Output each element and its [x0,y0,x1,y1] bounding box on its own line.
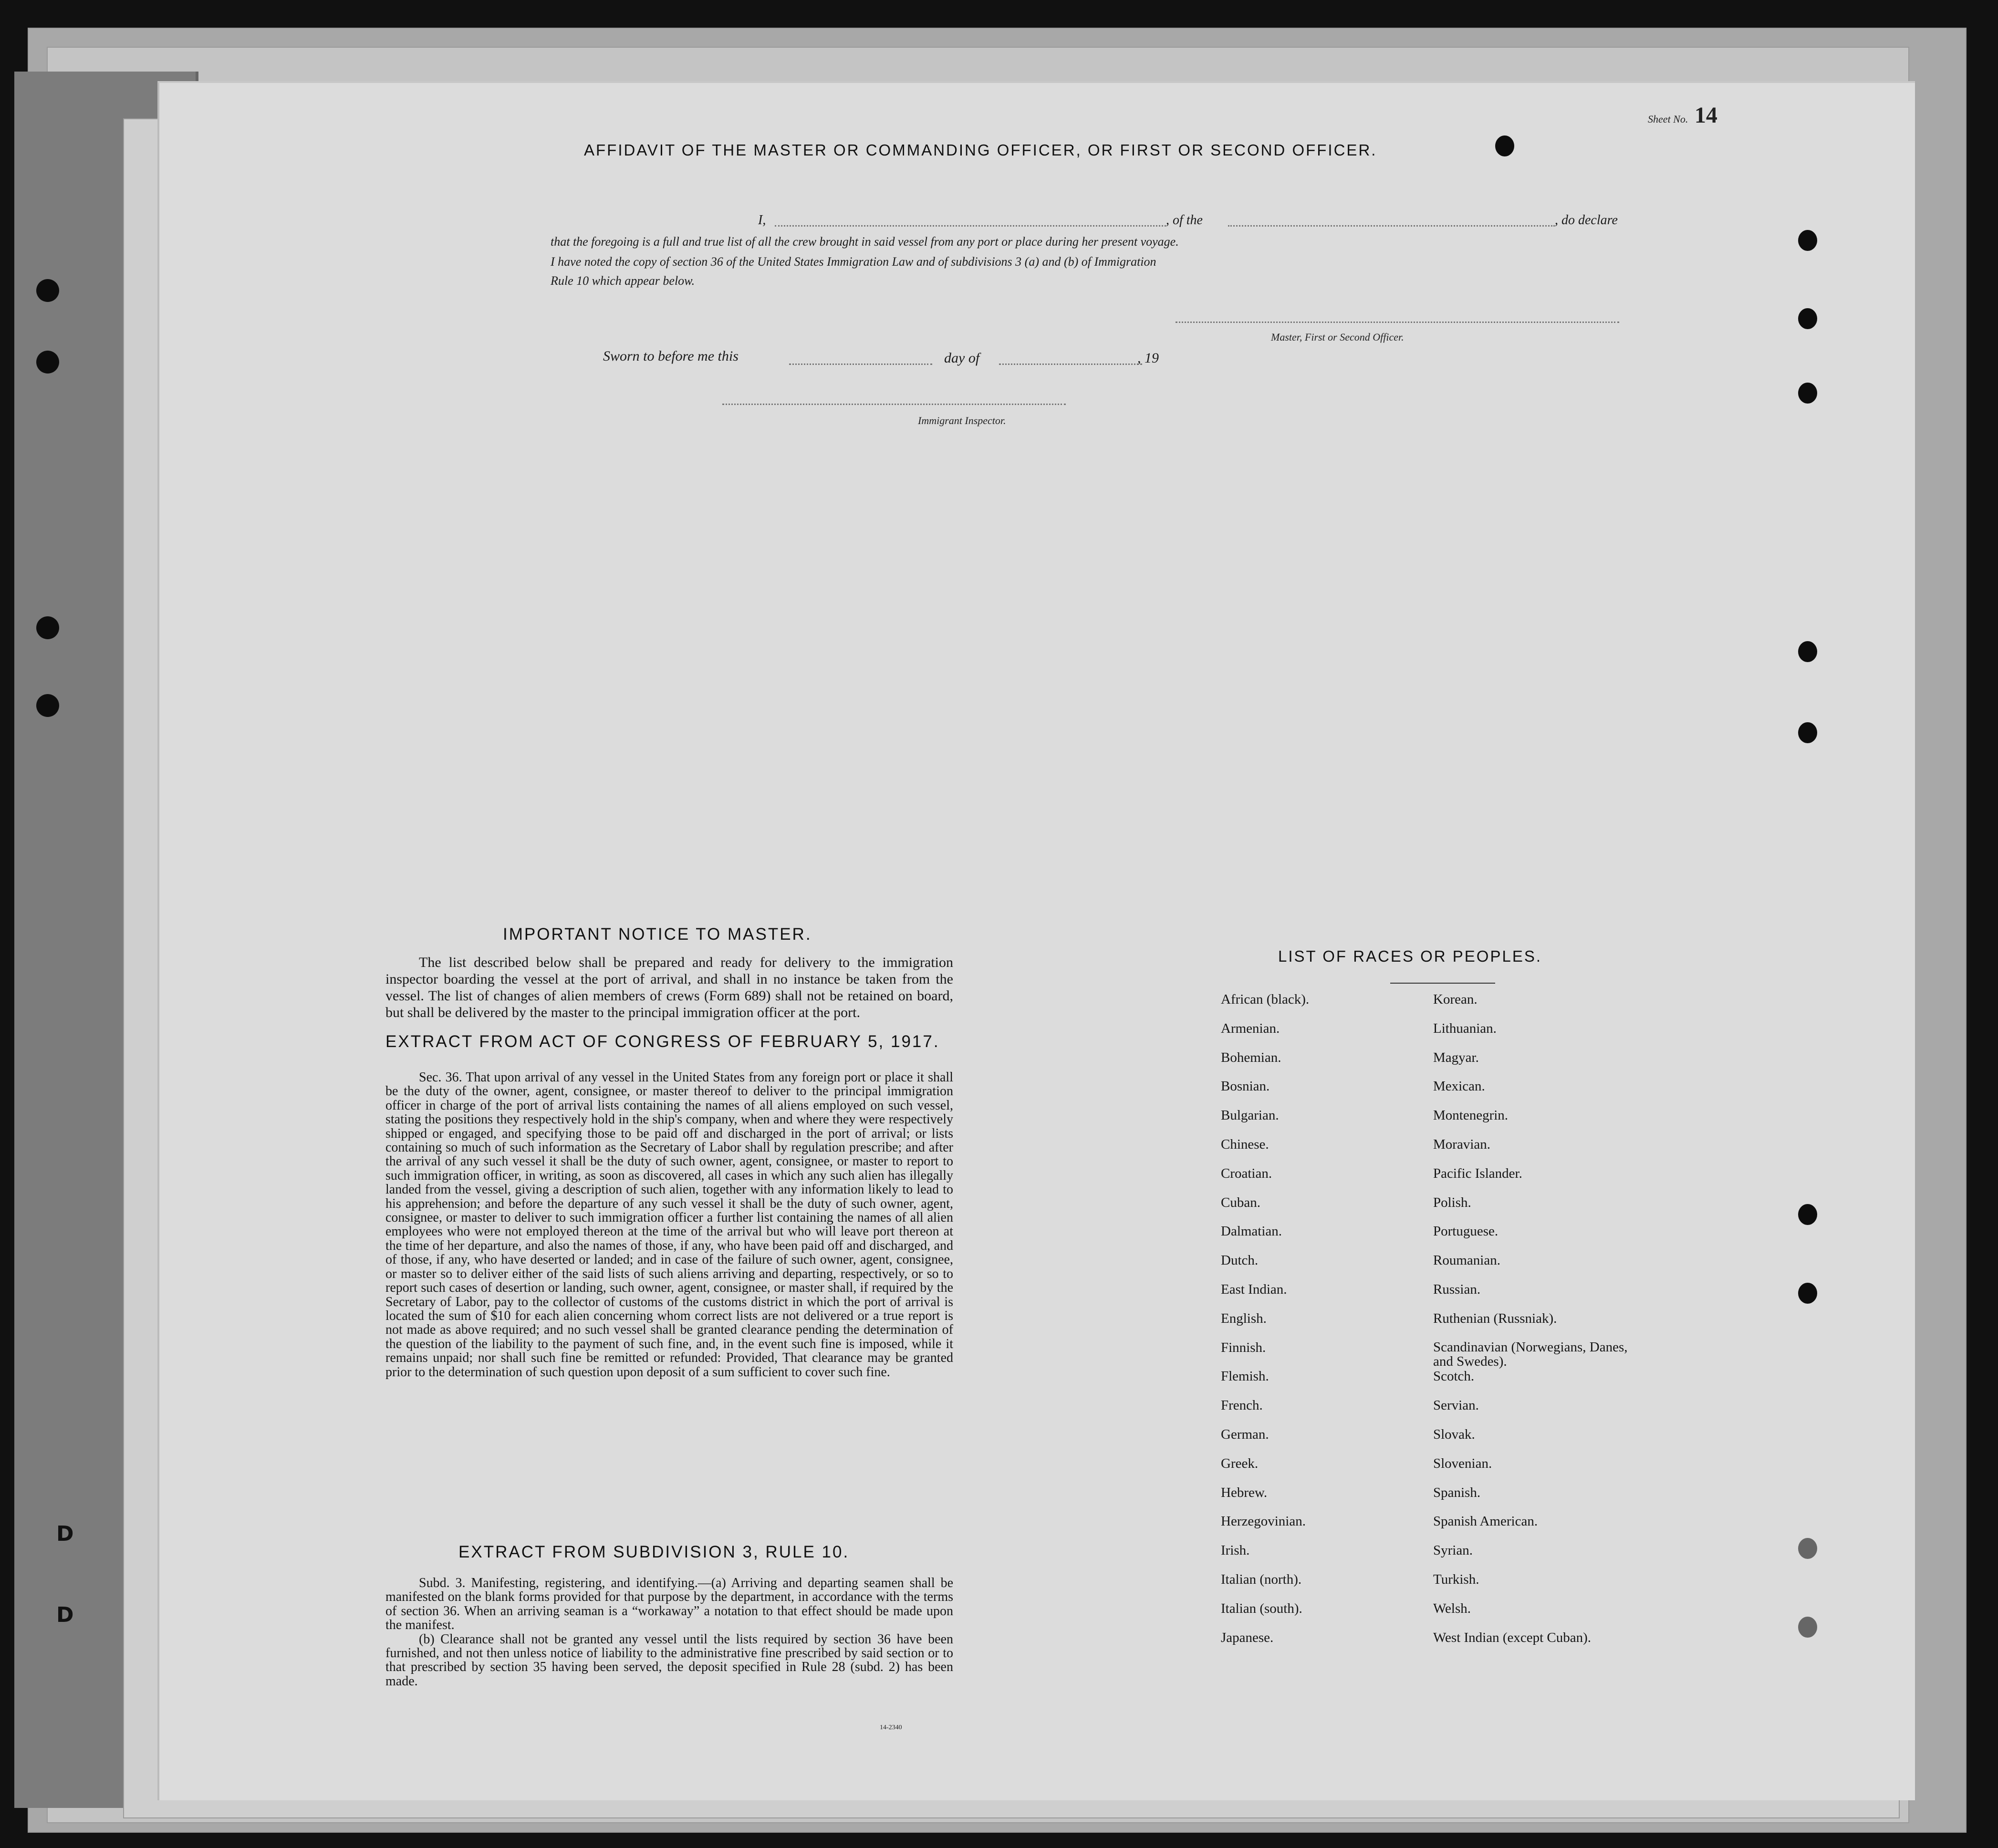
races-column-2 [1433,992,1643,1659]
race-item: Japanese. [1221,1630,1274,1645]
race-item: Roumanian. [1433,1253,1500,1268]
binder-hole [36,351,59,374]
race-item: West Indian (except Cuban). [1433,1630,1592,1645]
race-item: Herzegovinian. [1221,1514,1306,1529]
race-item: Dalmatian. [1221,1224,1282,1239]
punch-hole [1798,1538,1817,1559]
race-item: Chinese. [1221,1136,1269,1152]
sworn-month-blank [999,363,1142,365]
punch-hole [1798,1283,1817,1304]
race-item: Lithuanian. [1433,1020,1497,1036]
race-item: Italian (north). [1221,1571,1302,1587]
margin-mark: D [56,1522,74,1546]
extract-act-paragraph: Sec. 36. That upon arrival of any vessel in the United States from any foreign port or place it shall be the duty of the owner, agent, consignee, or master thereof to deliver to the principal immigration officer in charge of the port of arrival lists containing the names of all aliens employed on such vessel, stating the positions they respectively hold in the ship's company, when and where they were respectively shipped or engaged, and specifying those to be paid off and discharged in the port of arrival; or lists containing so much of such information as the Secretary of Labor shall by regulation prescribe; and after the arrival of any such vessel it shall be the duty of such owner, agent, consignee, or master to report to such immigration officer, in writing, as soon as discovered, all cases in which any such alien has illegally landed from the vessel, giving a description of such alien, together with any information likely to lead to his apprehension; and before the departure of any such vessel it shall be the duty of such owner, agent, consignee, or master to deliver to such immigration officer a further list containing the names of all alien employees who were not employed thereon at the time of the arrival but who will leave port thereon at the time of her departure, and also the names of those, if any, who have been paid off and discharged, and of those, if any, who have deserted or landed; and in case of the failure of such owner, agent, consignee, or master so to deliver either of the said lists of such aliens arriving and departing, respectively, or so to report such cases of desertion or landing, such owner, agent, consignee, or master shall, if required by the Secretary of Labor, pay to the collector of customs of the customs district in which the port of arrival is located the sum of $10 for each alien concerning whom correct lists are not delivered or a true report is not made as above required; and no such vessel shall be granted clearance pending the determination of the question of the liability to the payment of such fine, and, in the event such fine is imposed, while it remains unpaid; nor shall such fine be remitted or refunded: Provided, That clearance may be granted prior to the determination of such question upon deposit of a sum sufficient to cover such fine. [385,1070,953,1380]
sworn-year: , 19 [1137,350,1159,366]
race-item: Finnish. [1221,1339,1266,1355]
punch-hole [1798,230,1817,251]
affidavit-i: I, [758,213,766,228]
race-item: Spanish. [1433,1485,1481,1500]
race-item: Polish. [1433,1194,1471,1210]
race-item: Ruthenian (Russniak). [1433,1310,1557,1326]
race-item: Scandinavian (Norwegians, Danes, and Swedes). [1433,1339,1628,1369]
extract-act-text [385,1070,953,1379]
extract-rule-title: EXTRACT FROM SUBDIVISION 3, RULE 10. [458,1543,850,1561]
inspector-signature-line [722,404,1066,405]
affidavit-of-the: , of the [1166,213,1203,228]
binder-hole [36,694,59,717]
extract-act-title: EXTRACT FROM ACT OF CONGRESS OF FEBRUARY 5, 1917. [385,1032,940,1051]
margin-mark: D [56,1603,74,1627]
race-item: French. [1221,1398,1263,1413]
binder-hole [36,279,59,302]
race-item: Cuban. [1221,1194,1260,1210]
race-item: Dutch. [1221,1253,1259,1268]
race-item: German. [1221,1426,1269,1442]
form-number: 14-2340 [880,1724,902,1731]
race-item: Bohemian. [1221,1049,1281,1065]
punch-hole [1798,1204,1817,1225]
name-blank [775,225,1166,227]
punch-hole [1798,308,1817,329]
race-item: Scotch. [1433,1369,1475,1384]
notice-paragraph: The list described below shall be prepared and ready for delivery to the immigration inspector boarding the vessel at the port of arrival, and shall in no instance be taken from the vessel. The list of changes of alien members of crews (Form 689) shall not be retained on board, but shall be delivered by the master to the principal immigration officer at the port. [385,955,953,1020]
race-item: Greek. [1221,1455,1259,1471]
race-item: Korean. [1433,992,1478,1007]
race-item: African (black). [1221,992,1310,1007]
vessel-blank [1228,225,1555,227]
sworn-day-blank [789,363,932,365]
race-item: Welsh. [1433,1600,1471,1616]
master-label: Master, First or Second Officer. [1271,331,1404,343]
race-item: Bulgarian. [1221,1108,1279,1123]
race-item: Montenegrin. [1433,1108,1509,1123]
notice-text [385,954,953,1021]
punch-hole [1798,722,1817,743]
race-item: Mexican. [1433,1079,1485,1094]
race-item: Spanish American. [1433,1514,1538,1529]
affidavit-line-3: I have noted the copy of section 36 of the United States Immigration Law and of subdivisions 3 (a) and (b) of Immigration [551,255,1156,269]
race-item: Croatian. [1221,1165,1272,1181]
race-item: Bosnian. [1221,1079,1270,1094]
race-item: Servian. [1433,1398,1479,1413]
race-item: Pacific Islander. [1433,1165,1522,1181]
races-title: LIST OF RACES OR PEOPLES. [1278,947,1542,965]
affidavit-do-declare: , do declare [1555,213,1618,228]
inspector-label: Immigrant Inspector. [918,415,1006,426]
sheet-number-label: Sheet No. 14 [1648,103,1717,128]
sworn-prefix: Sworn to before me this [603,348,739,364]
race-item: Turkish. [1433,1571,1479,1587]
races-title-rule [1390,983,1495,984]
master-signature-line [1176,322,1619,323]
race-item: Magyar. [1433,1049,1479,1065]
binder-hole [36,616,59,639]
punch-hole [1495,135,1514,156]
race-item: Russian. [1433,1281,1481,1297]
punch-hole [1798,641,1817,662]
race-item: Armenian. [1221,1020,1280,1036]
manifest-sheet [157,81,1915,1800]
race-item: Syrian. [1433,1543,1473,1558]
race-item: Irish. [1221,1543,1250,1558]
extract-rule-b: (b) Clearance shall not be granted any vessel until the lists required by section 36 have been furnished, and not then unless notice of liability to the administrative fine prescribed by said section or to that prescribed by section 35 having been served, the deposit specified in Rule 28 (subd. 2) has been made. [385,1631,953,1689]
punch-hole [1798,1617,1817,1638]
races-column-1 [1221,992,1309,1659]
race-item: English. [1221,1310,1267,1326]
affidavit-line-2: that the foregoing is a full and true list of all the crew brought in said vessel from any port or place during her present voyage. [551,235,1179,249]
race-item: Portuguese. [1433,1224,1498,1239]
race-item: Moravian. [1433,1136,1490,1152]
race-item: Hebrew. [1221,1485,1268,1500]
notice-title: IMPORTANT NOTICE TO MASTER. [503,925,812,944]
sworn-day-of: day of [944,350,980,366]
race-item: Italian (south). [1221,1600,1302,1616]
race-item: East Indian. [1221,1281,1287,1297]
affidavit-title: AFFIDAVIT OF THE MASTER OR COMMANDING OFFICER, OR FIRST OR SECOND OFFICER. [584,141,1377,159]
extract-rule-a: Subd. 3. Manifesting, registering, and identifying.—(a) Arriving and departing seamen shall be manifested on the blank forms provided for that purpose by the department, in accordance with the terms of section 36. When an arriving seaman is a “workaway” a notation to that effect should be made upon the manifest. [385,1576,953,1633]
sheet-number-value: 14 [1694,103,1717,128]
extract-rule-text [385,1576,953,1688]
punch-hole [1798,383,1817,404]
race-item: Slovenian. [1433,1455,1492,1471]
affidavit-line-4: Rule 10 which appear below. [551,274,695,288]
race-item: Slovak. [1433,1426,1475,1442]
race-item: Flemish. [1221,1369,1269,1384]
